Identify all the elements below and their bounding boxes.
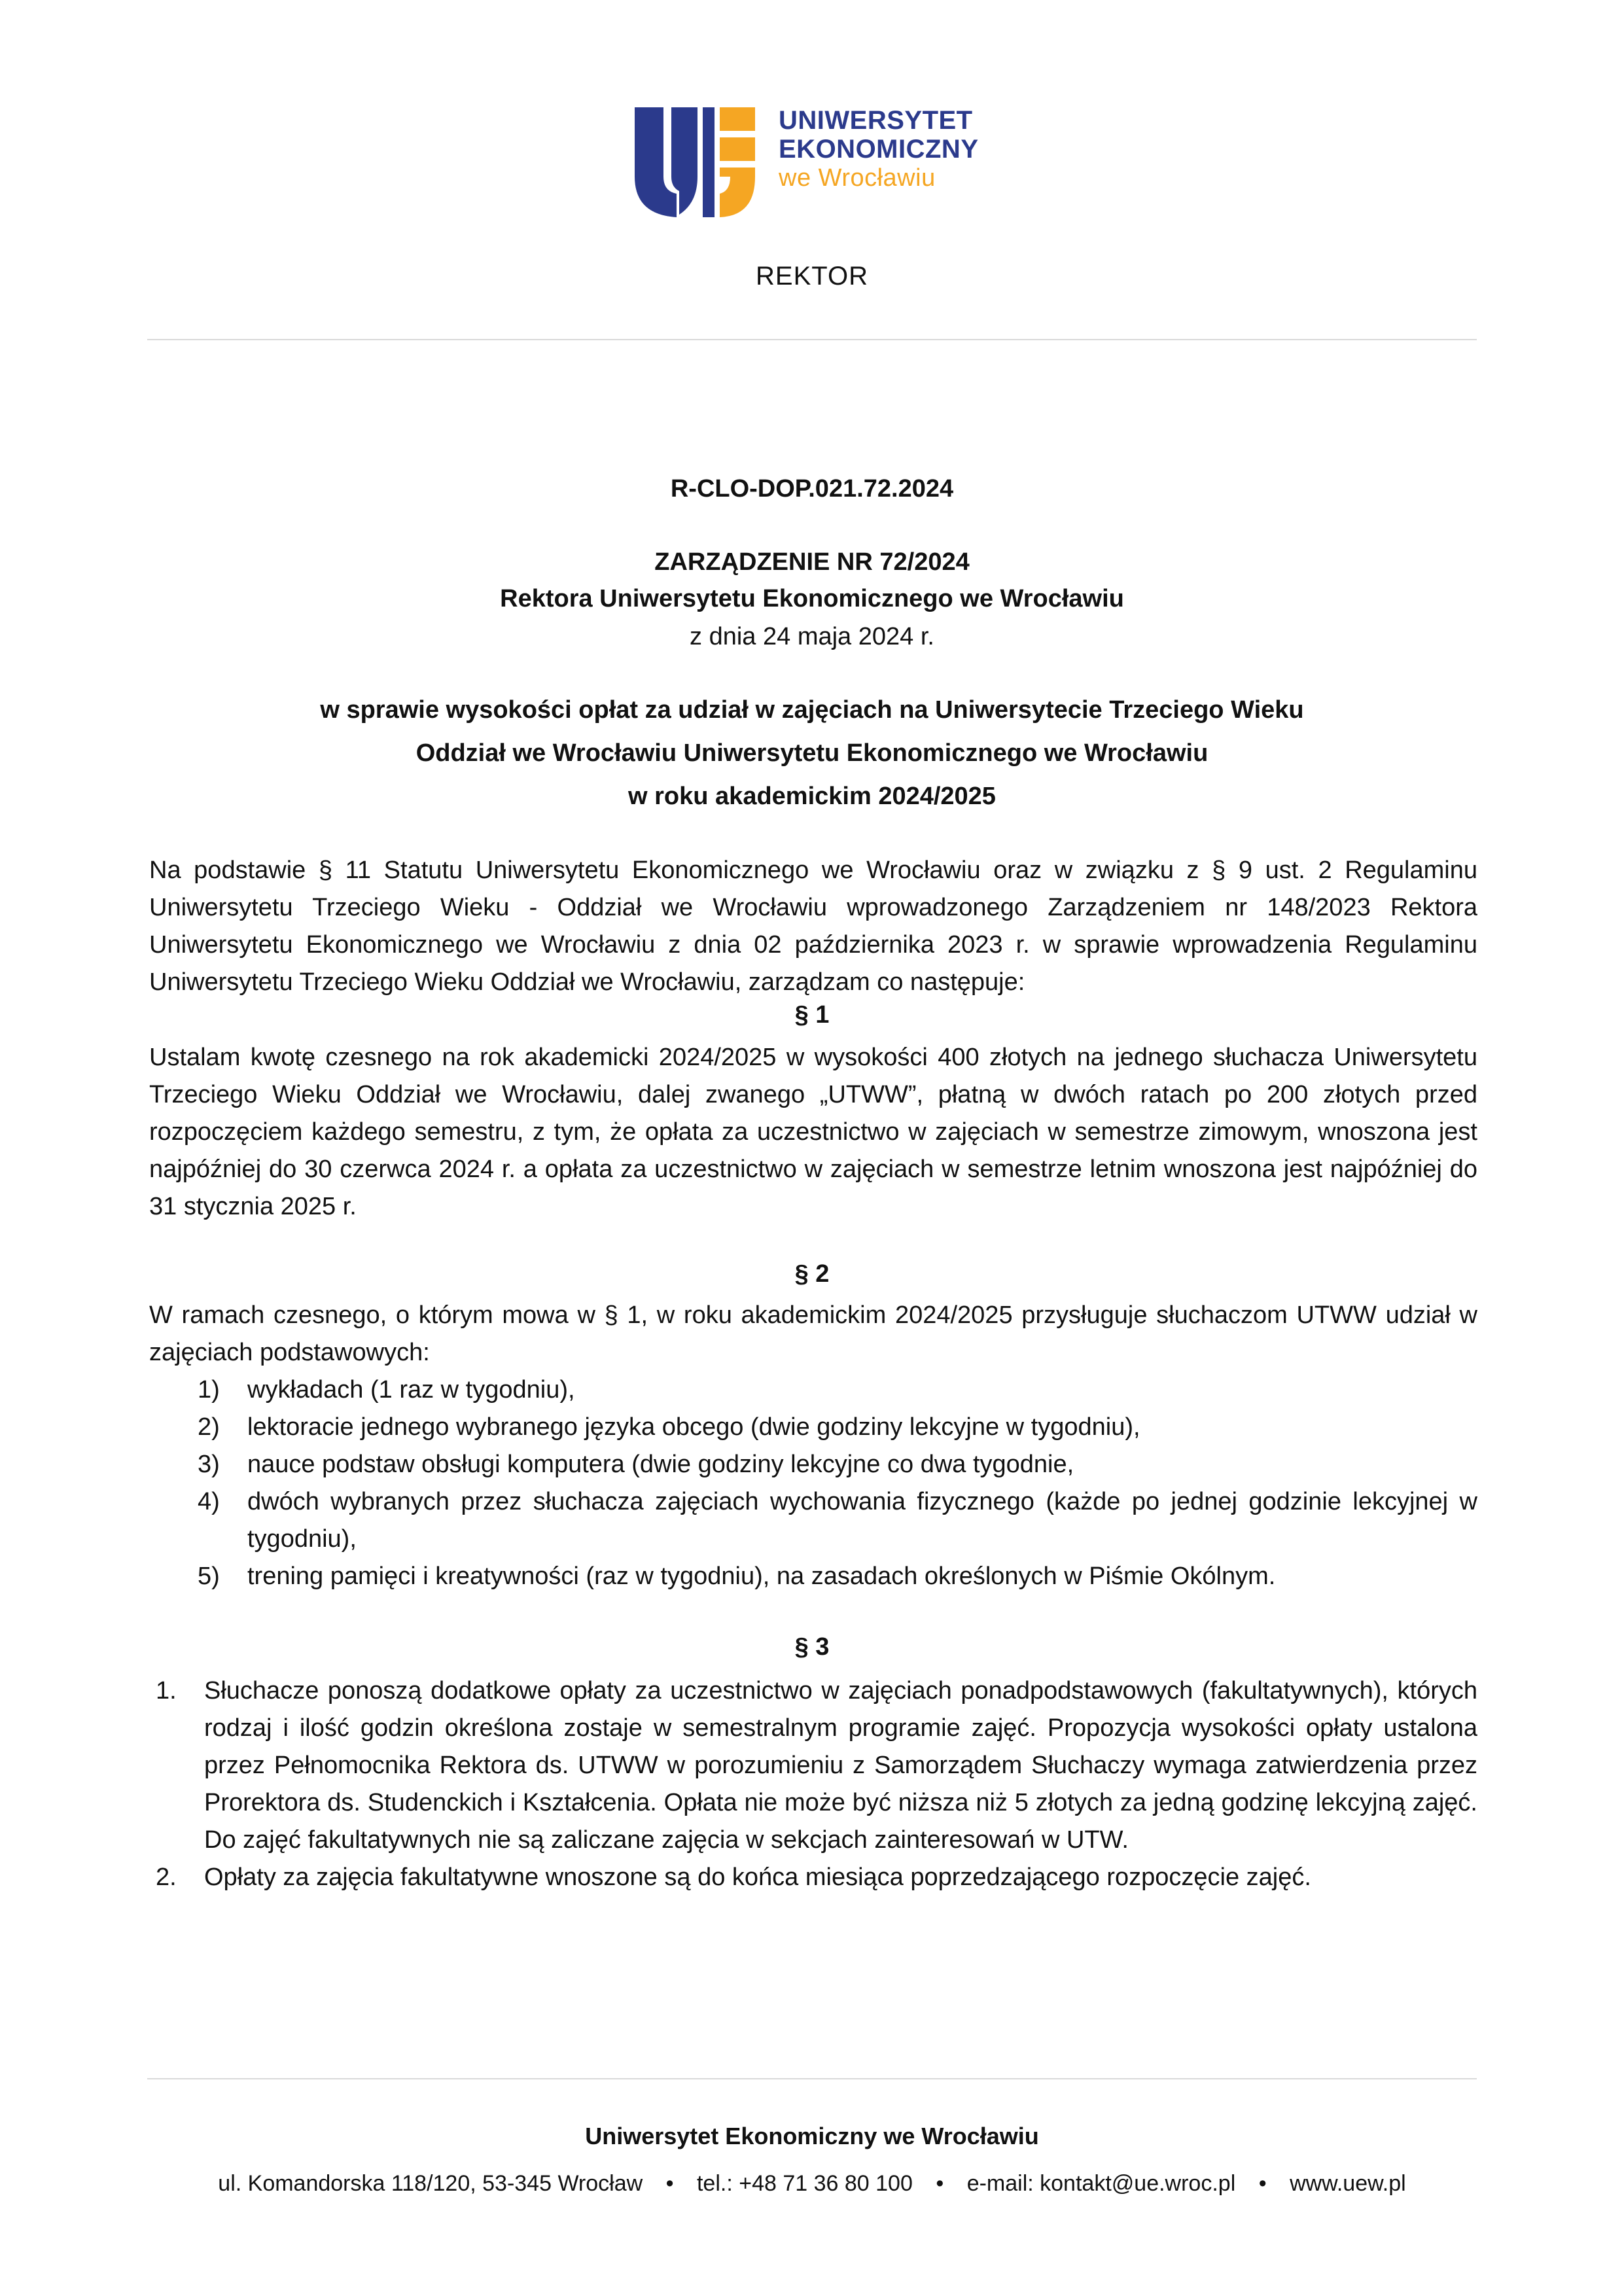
logo-line-1: UNIWERSYTET (779, 106, 973, 135)
header-divider (147, 339, 1477, 340)
bullet-separator-icon: • (1258, 2171, 1267, 2196)
document-issuer: Rektora Uniwersytetu Ekonomicznego we Wrocławiu (500, 585, 1124, 612)
footer-contact-line (0, 2171, 1624, 2197)
footer-phone: tel.: +48 71 36 80 100 (696, 2171, 913, 2196)
document-title: ZARZĄDZENIE NR 72/2024 (654, 548, 970, 576)
list-item: 1) wykładach (1 raz w tygodniu), (198, 1376, 575, 1404)
subject-line-1: w sprawie wysokości opłat za udział w zajęciach na Uniwersytecie Trzeciego Wieku (320, 696, 1304, 724)
list-item: 4) dwóch wybranych przez słuchacza zajęciach wychowania fizycznego (każde po jednej godzinie lekcyjnej w tygodniu), (198, 1488, 1477, 1553)
footer-organization: Uniwersytet Ekonomiczny we Wrocławiu (585, 2123, 1039, 2149)
logo-line-2: EKONOMICZNY (779, 135, 979, 164)
logo-mark-icon (635, 105, 766, 219)
section-3-heading: § 3 (794, 1633, 830, 1661)
logo-wordmark (779, 106, 979, 192)
preamble-text: Na podstawie § 11 Statutu Uniwersytetu Ekonomicznego we Wrocławiu oraz w związku z § 9 ust. 2 Regulaminu Uniwersytetu Trzeciego Wieku - Oddział we Wrocławiu wprowadzonego Zarządzeniem nr 148/2023 Rektora Uniwersytetu Ekonomicznego we Wrocławiu z dnia 02 października 2023 r. w sprawie wprowadzenia Regulaminu Uniwersytetu Trzeciego Wieku Oddział we Wrocławiu, zarządzam co następuje: (149, 857, 1477, 996)
subject-line-3: w roku akademickim 2024/2025 (628, 783, 996, 810)
document-date: z dnia 24 maja 2024 r. (690, 623, 934, 650)
section-1-body (149, 1039, 1477, 1226)
section-2-intro: W ramach czesnego, o którym mowa w § 1, w roku akademickim 2024/2025 przysługuje słuchaczom UTWW udział w zajęciach podstawowych: (149, 1301, 1477, 1366)
footer-address: ul. Komandorska 118/120, 53-345 Wrocław (218, 2171, 643, 2196)
subject-line-2: Oddział we Wrocławiu Uniwersytetu Ekonomicznego we Wrocławiu (415, 739, 1209, 767)
bullet-separator-icon: • (936, 2171, 944, 2196)
footer-website[interactable]: www.uew.pl (1290, 2171, 1406, 2196)
section-2-heading: § 2 (794, 1260, 830, 1288)
list-item: 1. Słuchacze ponoszą dodatkowe opłaty za uczestnictwo w zajęciach ponadpodstawowych (fakultatywnych), których rodzaj i ilość godzin określona zostaje w semestralnym programie zajęć. Propozycja wysokości opłaty ustalona przez Pełnomocnika Rektora ds. UTWW w porozumieniu z Samorządem Słuchaczy wymaga zatwierdzenia przez Prorektora ds. Studenckich i Kształcenia. Opłata nie może być niższa niż 5 złotych za jedną godzinę lekcyjną zajęć. Do zajęć fakultatywnych nie są zaliczane zajęcia w sekcjach zainteresowań w UTW. (156, 1677, 1477, 1854)
list-item: 5) trening pamięci i kreatywności (raz w tygodniu), na zasadach określonych w Piśmie Okólnym. (198, 1563, 1276, 1590)
rektor-heading: REKTOR (756, 262, 868, 291)
section-1-text: Ustalam kwotę czesnego na rok akademicki 2024/2025 w wysokości 400 złotych na jednego słuchacza Uniwersytetu Trzeciego Wieku Oddział we Wrocławiu, dalej zwanego „UTWW”, płatną w dwóch ratach po 200 złotych przed rozpoczęciem każdego semestru, z tym, że opłata za uczestnictwo w zajęciach w semestrze zimowym, wnoszona jest najpóźniej do 30 czerwca 2024 r. a opłata za uczestnictwo w zajęciach w semestrze letnim wnoszona jest najpóźniej do 31 stycznia 2025 r. (149, 1044, 1477, 1220)
logo-line-3: we Wrocławiu (779, 164, 936, 192)
section-3-list (149, 1672, 1477, 1896)
section-1-heading: § 1 (794, 1001, 830, 1029)
footer-email[interactable]: e-mail: kontakt@ue.wroc.pl (966, 2171, 1236, 2196)
list-item: 2. Opłaty za zajęcia fakultatywne wnoszone są do końca miesiąca poprzedzającego rozpoczęcie zajęć. (156, 1863, 1311, 1891)
list-item: 2) lektoracie jednego wybranego języka obcego (dwie godziny lekcyjne w tygodniu), (198, 1413, 1140, 1441)
university-logo (635, 105, 1001, 222)
list-item: 3) nauce podstaw obsługi komputera (dwie godziny lekcyjne co dwa tygodnie, (198, 1451, 1074, 1478)
bullet-separator-icon: • (665, 2171, 674, 2196)
section-2-list (149, 1371, 1477, 1595)
section-2-intro-block (149, 1297, 1477, 1371)
document-code: R-CLO-DOP.021.72.2024 (670, 475, 954, 503)
footer-divider (147, 2078, 1477, 2079)
preamble (149, 852, 1477, 1001)
